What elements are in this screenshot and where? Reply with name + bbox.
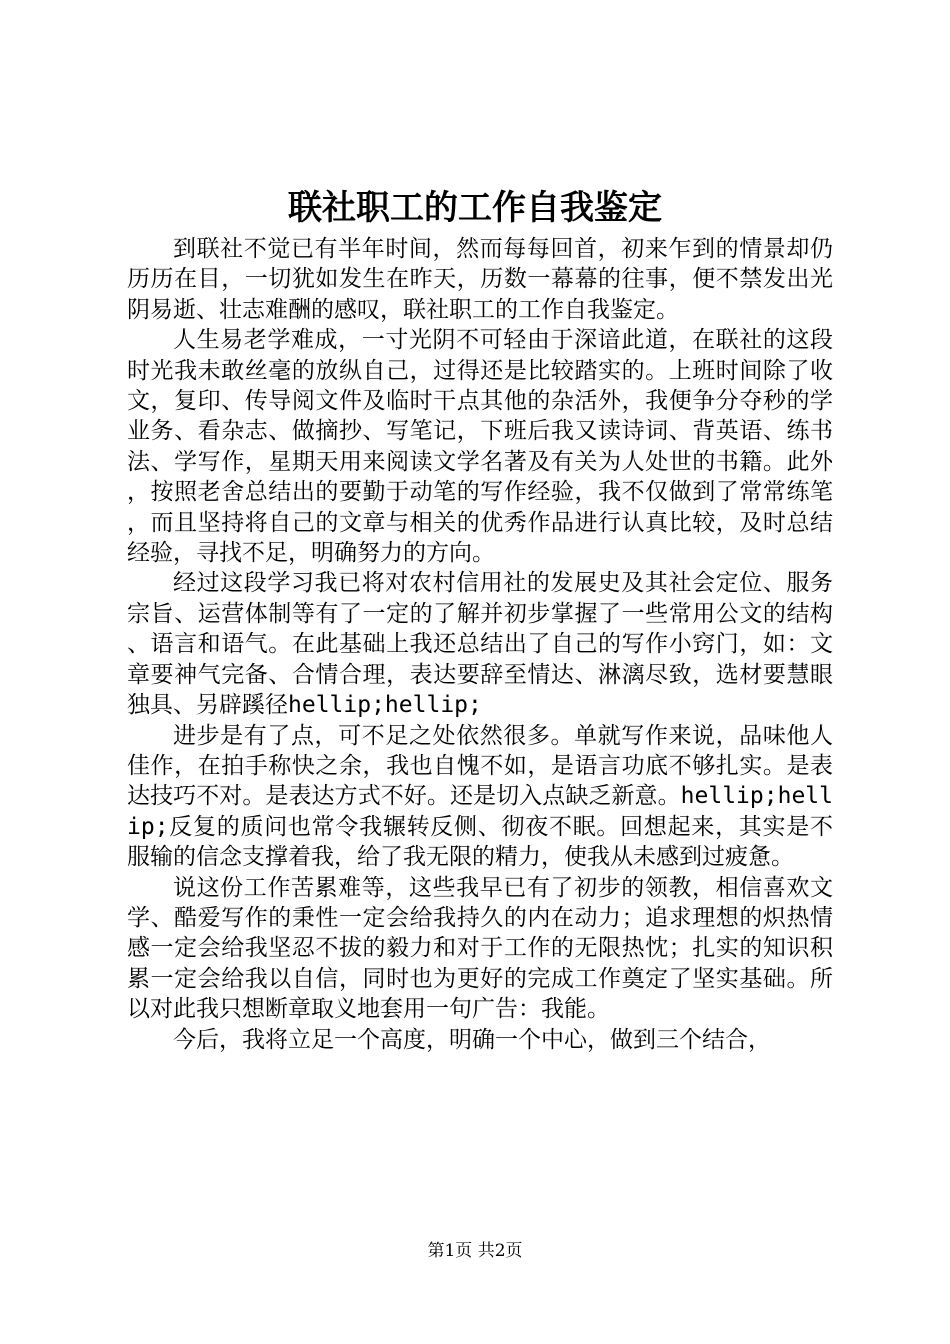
page-number-footer: 第1页 共2页 bbox=[427, 1241, 523, 1261]
paragraph-1: 到联社不觉已有半年时间，然而每每回首，初来乍到的情景却仍历历在目，一切犹如发生在昨天，历数一幕幕的往事，便不禁发出光阴易逝、壮志难酬的感叹，联社职工的工作自我鉴定。 bbox=[127, 236, 833, 323]
document-body bbox=[127, 234, 833, 1055]
document-title: 联社职工的工作自我鉴定 bbox=[288, 188, 662, 228]
paragraph-6: 今后，我将立足一个高度，明确一个中心，做到三个结合， bbox=[173, 1026, 771, 1053]
paragraph-4: 进步是有了点，可不足之处依然很多。单就写作来说，品味他人佳作，在拍手称快之余，我也自愧不如，是语言功底不够扎实。是表达技巧不对。是表达方式不好。还是切入点缺乏新意。hellip;hellip;反复的质问也常令我辗转反侧、彻夜不眠。回想起来，其实是不服输的信念支撑着我，给了我无限的精力，使我从未感到过疲惫。 bbox=[127, 722, 833, 871]
paragraph-5: 说这份工作苦累难等，这些我早已有了初步的领教，相信喜欢文学、酷爱写作的秉性一定会给我持久的内在动力；追求理想的炽热情感一定会给我坚忍不拔的毅力和对于工作的无限热忱；扎实的知识积累一定会给我以自信，同时也为更好的完成工作奠定了坚实基础。所以对此我只想断章取义地套用一句广告：我能。 bbox=[127, 874, 833, 1023]
paragraph-3: 经过这段学习我已将对农村信用社的发展史及其社会定位、服务宗旨、运营体制等有了一定的了解并初步掌握了一些常用公文的结构、语言和语气。在此基础上我还总结出了自己的写作小窍门，如：文章要神气完备、合情合理，表达要辞至情达、淋漓尽致，选材要慧眼独具、另辟蹊径hellip;hellip; bbox=[127, 570, 833, 719]
paragraph-2: 人生易老学难成，一寸光阴不可轻由于深谙此道，在联社的这段时光我未敢丝毫的放纵自己，过得还是比较踏实的。上班时间除了收文，复印、传导阅文件及临时干点其他的杂活外，我便争分夺秒的学业务、看杂志、做摘抄、写笔记，下班后我又读诗词、背英语、练书法、学写作，星期天用来阅读文学名著及有关为人处世的书籍。此外，按照老舍总结出的要勤于动笔的写作经验，我不仅做到了常常练笔，而且坚持将自己的文章与相关的优秀作品进行认真比较，及时总结经验，寻找不足，明确努力的方向。 bbox=[127, 327, 833, 567]
